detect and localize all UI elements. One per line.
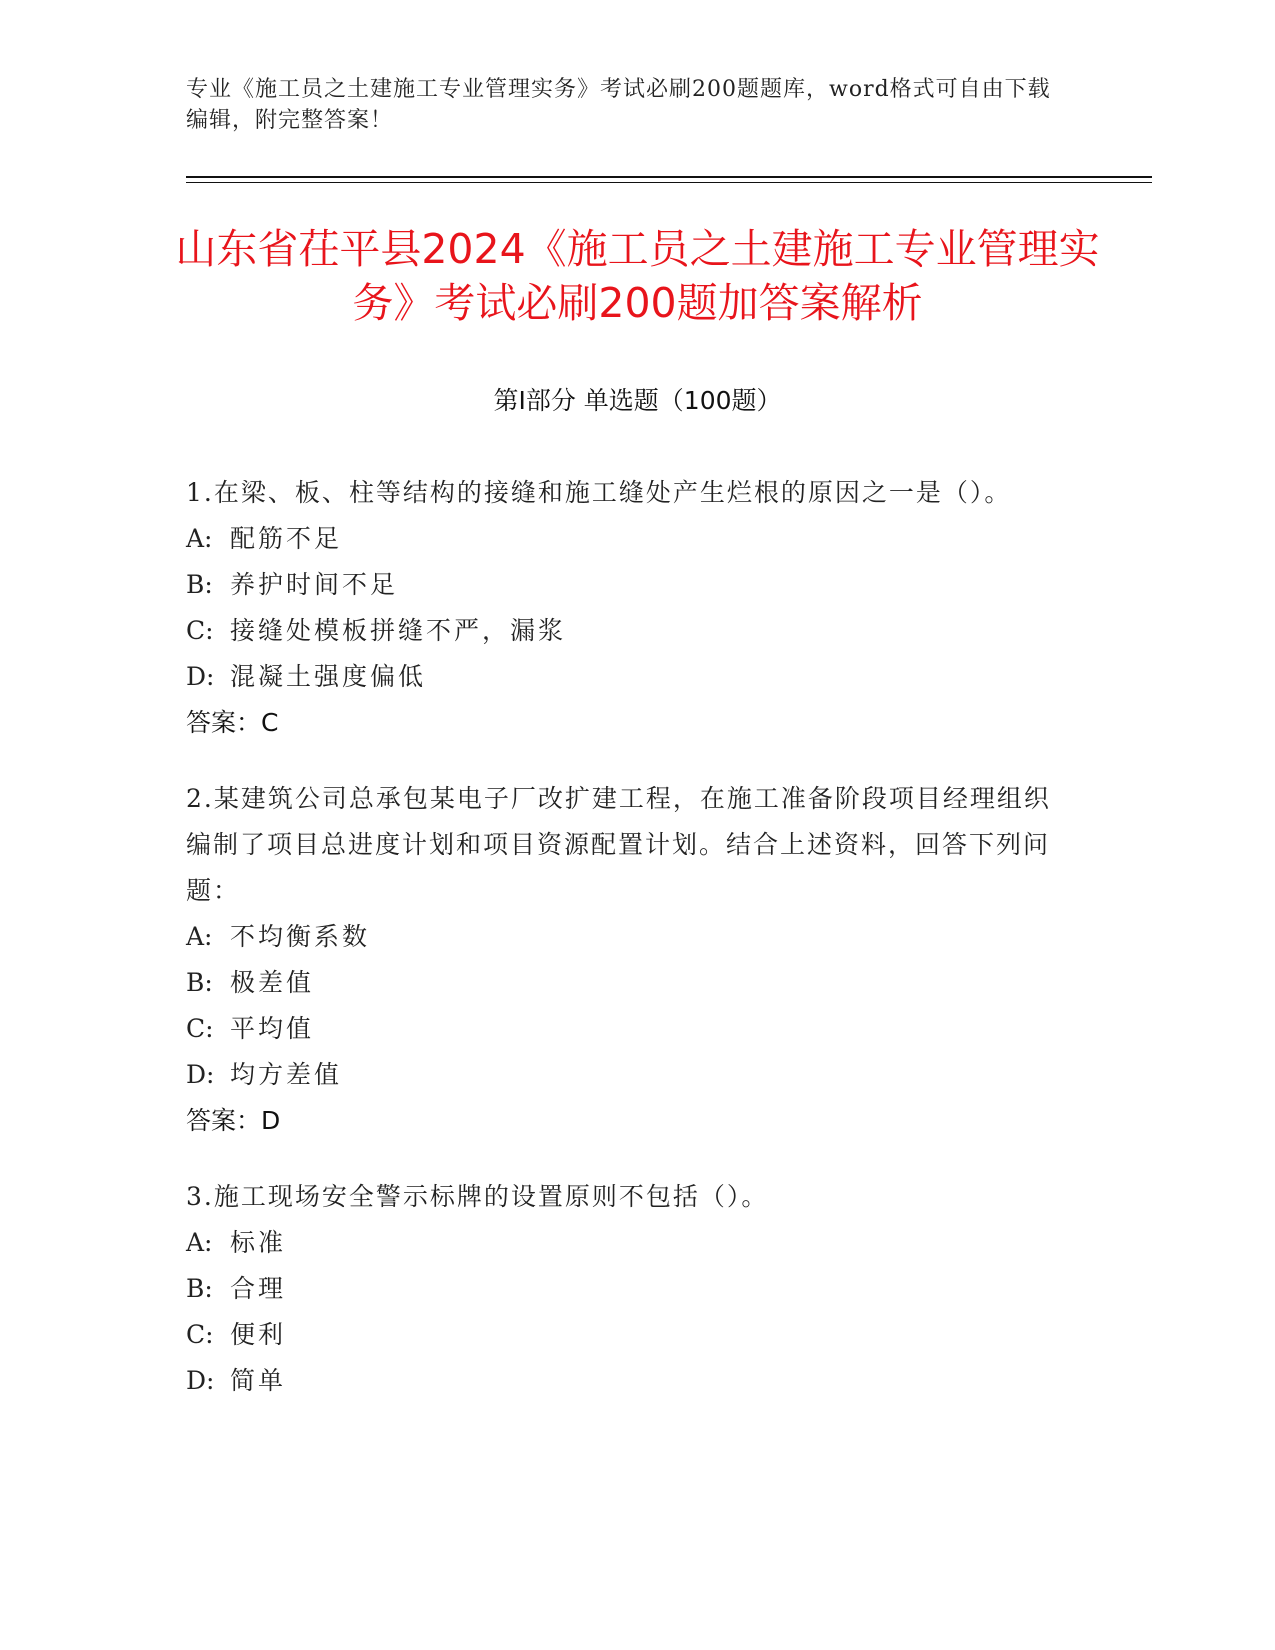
option-letter: B: <box>186 968 213 997</box>
option-c <box>186 1312 1066 1358</box>
option-b <box>186 562 1066 608</box>
option-letter: D: <box>186 1060 215 1089</box>
option-c <box>186 1006 1066 1052</box>
option-text: 平均值 <box>230 1014 315 1043</box>
option-text: 不均衡系数 <box>230 922 371 951</box>
option-letter: D: <box>186 662 215 691</box>
option-a <box>186 1220 1066 1266</box>
option-text: 简单 <box>230 1366 287 1395</box>
section-title: 第Ⅰ部分 单选题（100题） <box>493 386 782 415</box>
option-a <box>186 516 1066 562</box>
option-text: 极差值 <box>230 968 315 997</box>
question-stem: 3.施工现场安全警示标牌的设置原则不包括（）。 <box>186 1182 769 1211</box>
option-b <box>186 1266 1066 1312</box>
question-2 <box>186 776 1066 1144</box>
option-text: 均方差值 <box>230 1060 343 1089</box>
option-letter: D: <box>186 1366 215 1395</box>
question-list <box>186 470 1066 1434</box>
option-text: 合理 <box>230 1274 287 1303</box>
question-stem: 2.某建筑公司总承包某电子厂改扩建工程，在施工准备阶段项目经理组织编制了项目总进度计划和项目资源配置计划。结合上述资料，回答下列问题： <box>186 784 1051 905</box>
header-divider-thin <box>186 182 1152 183</box>
option-text: 便利 <box>230 1320 287 1349</box>
option-letter: C: <box>186 616 214 645</box>
option-text: 接缝处模板拼缝不严，漏浆 <box>230 616 567 645</box>
answer-line: 答案：D <box>186 1106 281 1135</box>
question-stem: 1.在梁、板、柱等结构的接缝和施工缝处产生烂根的原因之一是（）。 <box>186 478 1012 507</box>
answer-line: 答案：C <box>186 708 279 737</box>
option-text: 混凝土强度偏低 <box>230 662 427 691</box>
option-letter: A: <box>186 524 213 553</box>
option-letter: A: <box>186 922 213 951</box>
option-letter: C: <box>186 1320 214 1349</box>
option-a <box>186 914 1066 960</box>
option-d <box>186 1358 1066 1404</box>
option-text: 配筋不足 <box>230 524 343 553</box>
option-b <box>186 960 1066 1006</box>
option-d <box>186 1052 1066 1098</box>
question-3 <box>186 1174 1066 1404</box>
option-letter: A: <box>186 1228 213 1257</box>
option-c <box>186 608 1066 654</box>
header-divider-thick <box>186 176 1152 178</box>
question-1 <box>186 470 1066 746</box>
document-title: 山东省茌平县2024《施工员之土建施工专业管理实务》考试必刷200题加答案解析 <box>175 225 1100 327</box>
option-letter: B: <box>186 570 213 599</box>
option-text: 标准 <box>230 1228 287 1257</box>
option-d <box>186 654 1066 700</box>
option-letter: B: <box>186 1274 213 1303</box>
option-text: 养护时间不足 <box>230 570 399 599</box>
option-letter: C: <box>186 1014 214 1043</box>
header-note: 专业《施工员之土建施工专业管理实务》考试必刷200题题库，word格式可自由下载编辑，附完整答案！ <box>186 77 1051 133</box>
